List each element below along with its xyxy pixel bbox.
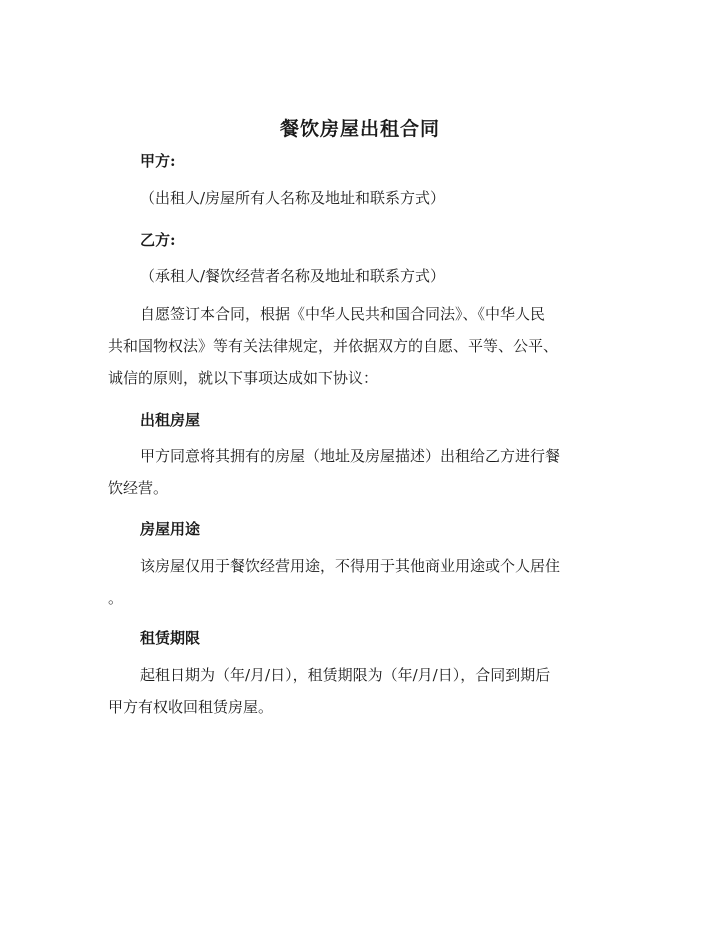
preamble-line: 共和国物权法》等有关法律规定，并依据双方的自愿、平等、公平、 <box>108 337 559 355</box>
section-heading-rental-property: 出租房屋 <box>140 411 201 429</box>
party-b-label: 乙方: <box>140 231 176 249</box>
section-line: 甲方有权收回租赁房屋。 <box>108 698 274 716</box>
party-a-info-text: （出租人/房屋所有人名称及地址和联系方式） <box>140 189 446 207</box>
preamble-line: 自愿签订本合同，根据《中华人民共和国合同法》、《中华人民 <box>140 305 546 323</box>
preamble-paragraph <box>108 298 612 394</box>
party-b-info <box>108 260 612 292</box>
party-a-label: 甲方: <box>140 152 176 170</box>
party-a-info <box>108 182 612 214</box>
preamble-line: 诚信的原则，就以下事项达成如下协议： <box>108 369 379 387</box>
section-body-lease-term <box>108 659 612 723</box>
section-heading-property-use: 房屋用途 <box>140 520 201 538</box>
section-line: 起租日期为（年/月/日），租赁期限为（年/月/日），合同到期后 <box>140 666 551 684</box>
section-body-property-use <box>108 550 612 614</box>
contract-title: 餐饮房屋出租合同 <box>279 118 440 140</box>
section-line: 该房屋仅用于餐饮经营用途，不得用于其他商业用途或个人居住 <box>140 557 561 575</box>
section-line: 饮经营。 <box>108 479 169 497</box>
party-b-info-text: （承租人/餐饮经营者名称及地址和联系方式） <box>140 267 446 285</box>
section-body-rental-property <box>108 440 612 504</box>
section-line: 甲方同意将其拥有的房屋（地址及房屋描述）出租给乙方进行餐 <box>140 447 561 465</box>
section-heading-lease-term: 租赁期限 <box>140 629 201 647</box>
section-line: 。 <box>108 589 124 607</box>
